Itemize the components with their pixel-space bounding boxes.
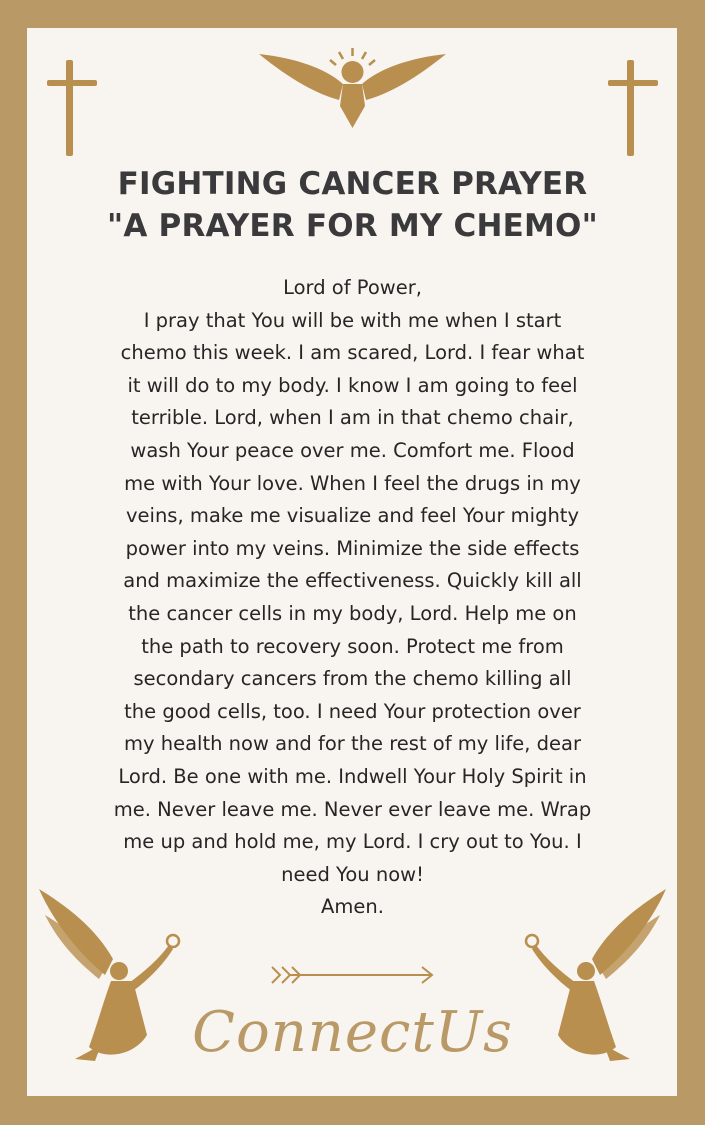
cross-icon [45, 58, 99, 158]
prayer-line: power into my veins. Minimize the side effects [125, 536, 580, 560]
prayer-line: chemo this week. I am scared, Lord. I fear what [120, 341, 585, 365]
prayer-line: the good cells, too. I need Your protection over [124, 699, 581, 723]
prayer-text [62, 272, 643, 924]
prayer-line: it will do to my body. I know I am going to feel [127, 373, 578, 397]
prayer-line: Lord. Be one with me. Indwell Your Holy Spirit in [118, 764, 587, 788]
winged-sun-icon [255, 44, 450, 132]
prayer-line: me up and hold me, my Lord. I cry out to You. I [123, 830, 582, 854]
brand-logo: ConnectUs [192, 1000, 513, 1065]
prayer-line: the cancer cells in my body, Lord. Help me on [128, 601, 577, 625]
prayer-line: veins, make me visualize and feel Your mighty [125, 504, 579, 528]
prayer-line: terrible. Lord, when I am in that chemo chair, [131, 406, 574, 430]
cross-icon [606, 58, 660, 158]
prayer-line: need You now! [281, 862, 424, 886]
prayer-line: and maximize the effectiveness. Quickly kill all [123, 569, 582, 593]
title-line-1: FIGHTING CANCER PRAYER [117, 166, 588, 202]
prayer-line: the path to recovery soon. Protect me from [141, 634, 564, 658]
prayer-line: secondary cancers from the chemo killing all [133, 667, 572, 691]
prayer-amen: Amen. [321, 895, 384, 919]
prayer-line: my health now and for the rest of my life, dear [124, 732, 581, 756]
page-title [0, 163, 705, 247]
title-line-2: "A PRAYER FOR MY CHEMO" [107, 208, 598, 244]
prayer-line: Lord of Power, [283, 276, 422, 299]
prayer-line: me with Your love. When I feel the drugs in my [124, 471, 581, 495]
prayer-line: me. Never leave me. Never ever leave me. Wrap [113, 797, 592, 821]
prayer-line: I pray that You will be with me when I start [143, 308, 562, 332]
prayer-line: wash Your peace over me. Comfort me. Flood [130, 438, 575, 462]
arrow-icon [270, 964, 436, 986]
